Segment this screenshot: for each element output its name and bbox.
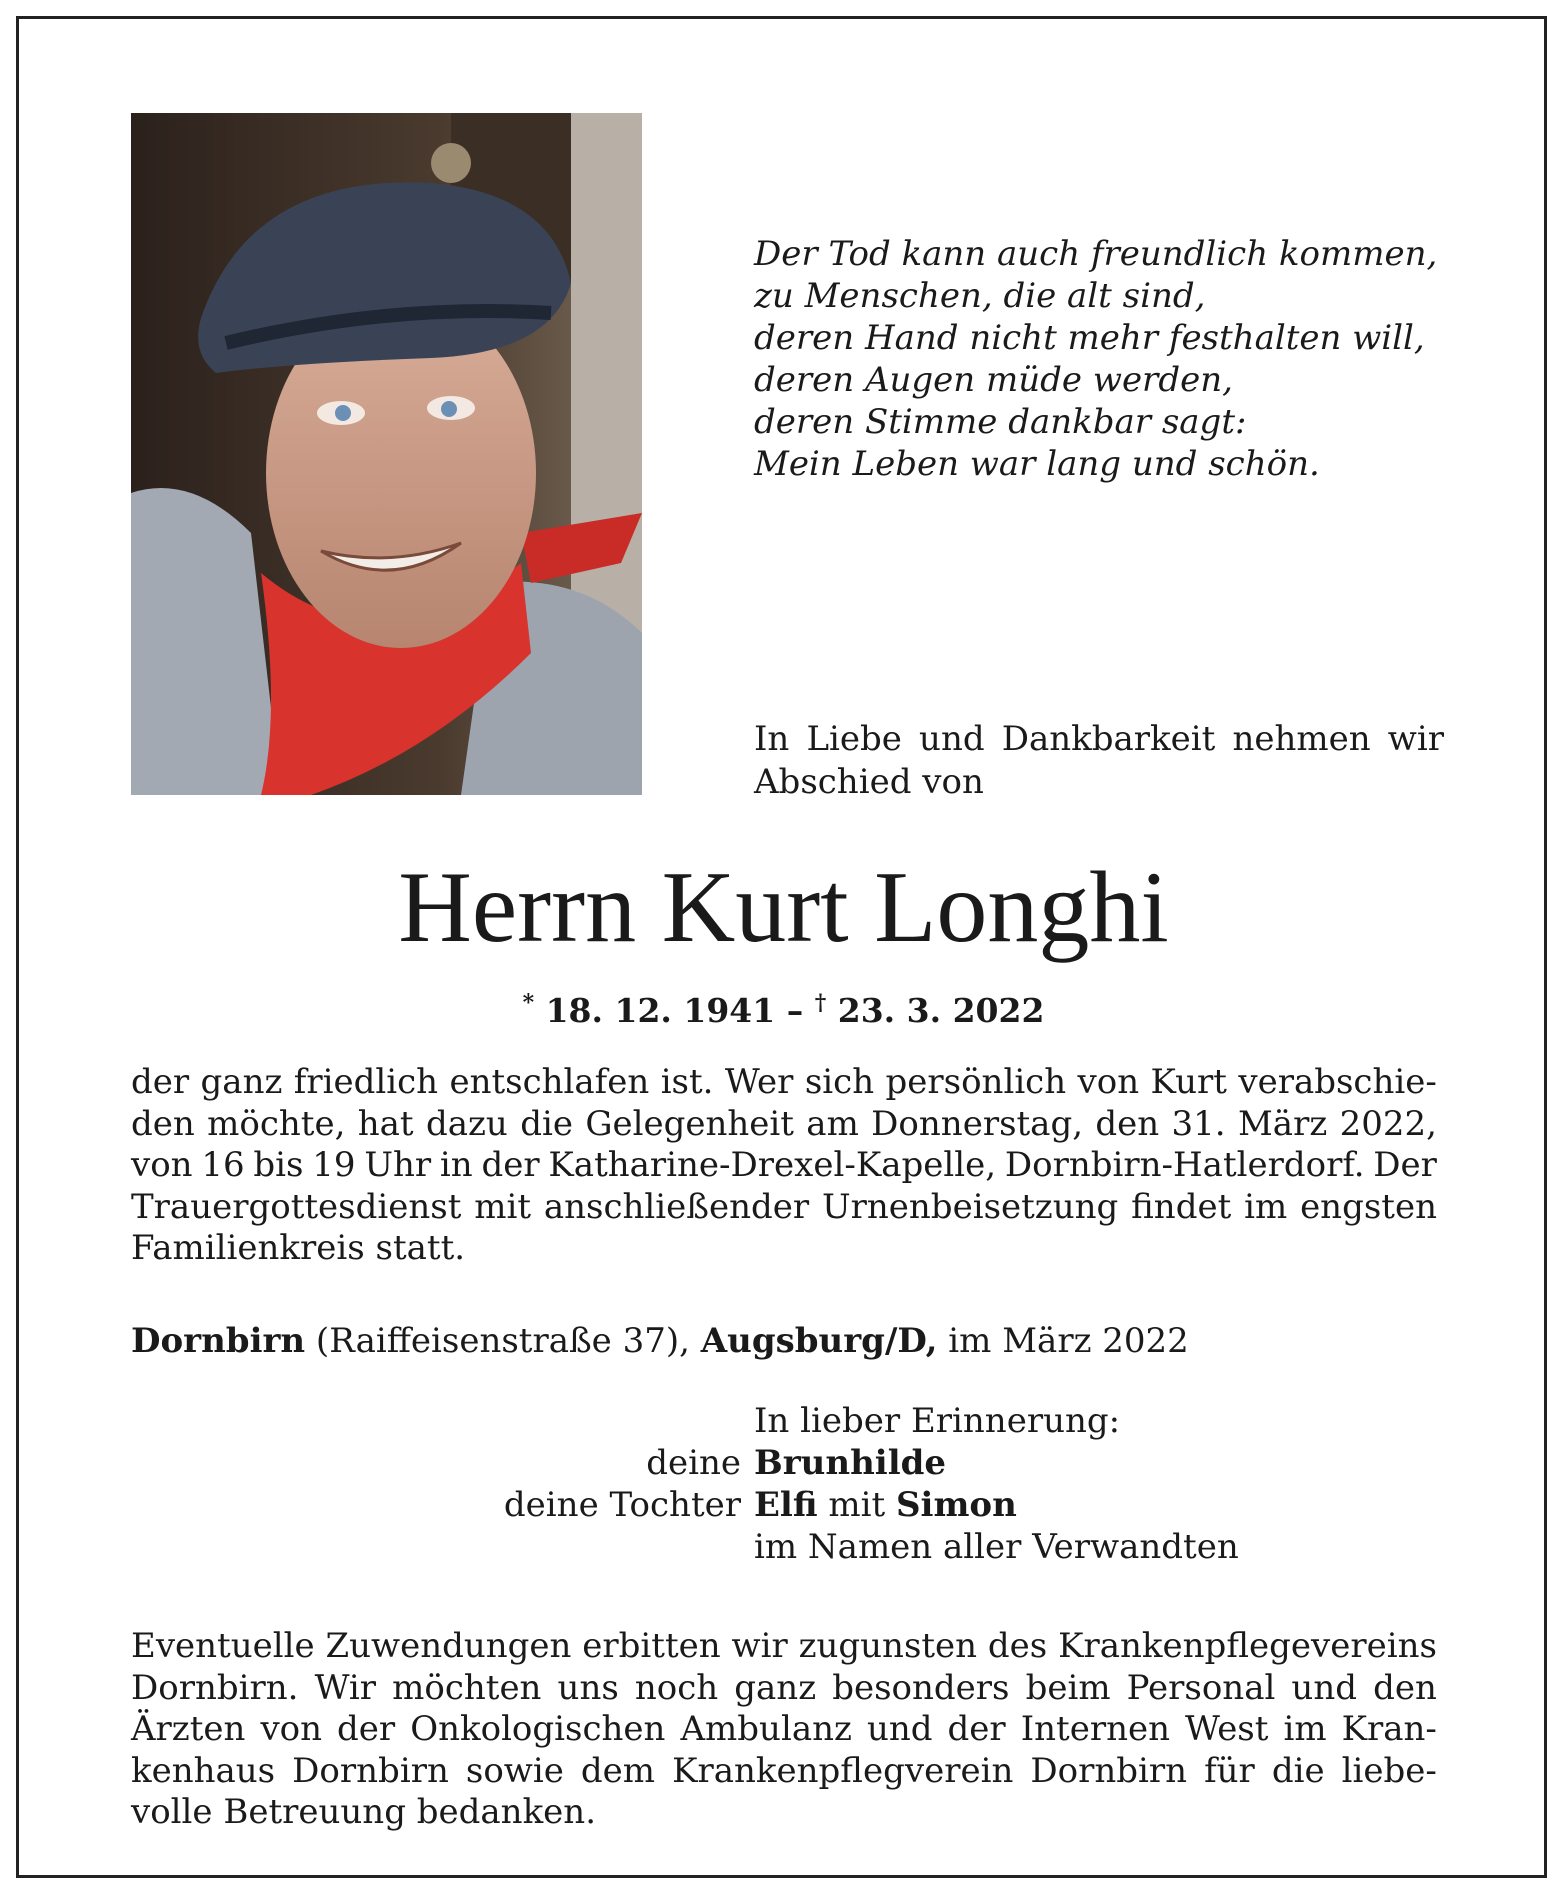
word: Onkologischen	[410, 1709, 666, 1749]
word: 19	[312, 1145, 356, 1185]
word: dazu	[425, 1103, 508, 1144]
name-simon: Simon	[895, 1485, 1017, 1525]
word: Liebe	[806, 719, 902, 759]
body-line	[131, 1145, 1437, 1187]
word: Personal	[1126, 1667, 1276, 1708]
word: verabschie-	[1238, 1062, 1437, 1102]
word: Eventuelle	[131, 1626, 315, 1666]
word: den	[131, 1103, 195, 1144]
word: Kran-	[1341, 1709, 1437, 1749]
intro-line-1	[754, 718, 1444, 761]
word: wir	[731, 1626, 788, 1666]
word: März	[1237, 1103, 1328, 1144]
birth-date: 18. 12. 1941	[545, 991, 776, 1030]
word: sowie	[465, 1750, 564, 1791]
portrait-photo	[131, 113, 642, 795]
word: beim	[1025, 1667, 1111, 1708]
poem-line: deren Augen müde werden,	[754, 360, 1233, 400]
word: Der	[1373, 1145, 1437, 1185]
word: Ambulanz	[680, 1709, 852, 1749]
word: ganz	[200, 1062, 283, 1102]
word: 16	[201, 1145, 245, 1185]
city-augsburg: Augsburg/D,	[700, 1321, 938, 1361]
name-brunhilde: Brunhilde	[754, 1443, 947, 1483]
word: in	[439, 1145, 473, 1185]
notice-date: im März 2022	[937, 1321, 1189, 1361]
word: entschlafen	[449, 1062, 650, 1102]
word: 31.	[1171, 1103, 1226, 1144]
word: von	[1077, 1062, 1140, 1102]
name-elfi: Elfi	[754, 1485, 818, 1525]
word: für	[1204, 1750, 1255, 1791]
word: der	[131, 1062, 190, 1102]
word: findet	[1131, 1186, 1232, 1227]
word: Wir	[314, 1667, 377, 1708]
footer-line	[131, 1626, 1437, 1668]
word: im	[1244, 1186, 1288, 1227]
word: des	[987, 1626, 1048, 1666]
poem-line: Der Tod kann auch freundlich kommen,	[754, 234, 1438, 274]
word: Dornbirn	[1030, 1750, 1188, 1791]
body-paragraph	[131, 1062, 1437, 1270]
footer-line	[131, 1751, 1437, 1793]
place-date-line	[131, 1320, 1189, 1362]
closing-line: im Namen aller Verwandten	[754, 1527, 1239, 1567]
footer-paragraph	[131, 1626, 1437, 1834]
word: den	[1373, 1667, 1437, 1708]
word: bis	[253, 1145, 304, 1185]
word: noch	[634, 1667, 719, 1708]
death-symbol: †	[814, 990, 827, 1016]
word: Donnerstag,	[871, 1103, 1084, 1144]
poem-line: zu Menschen, die alt sind,	[754, 276, 1206, 316]
signatory-1	[754, 1442, 946, 1484]
word: mit	[474, 1186, 531, 1227]
word: Krankenpflegevereins	[1058, 1626, 1437, 1666]
address: (Raiffeisenstraße 37),	[305, 1321, 701, 1361]
word: besonders	[832, 1667, 1010, 1708]
body-line	[131, 1104, 1437, 1146]
word: der	[947, 1709, 1006, 1749]
word: den	[1095, 1103, 1160, 1144]
word: friedlich	[293, 1062, 439, 1102]
word: Internen	[1020, 1709, 1170, 1749]
word: nehmen	[1232, 719, 1371, 759]
date-dash: –	[786, 991, 804, 1030]
word: In	[754, 719, 790, 759]
poem-line: deren Stimme dankbar sagt:	[754, 402, 1247, 442]
word: engsten	[1300, 1186, 1437, 1227]
word: der	[481, 1145, 540, 1185]
connector-mit: mit	[817, 1485, 896, 1525]
word: West	[1185, 1709, 1269, 1749]
word: von	[131, 1145, 193, 1185]
footer-last-line: volle Betreuung bedanken.	[131, 1792, 597, 1832]
word: möchte,	[207, 1103, 346, 1144]
word: Wer	[724, 1062, 794, 1102]
word: von	[260, 1709, 323, 1749]
word: Urnenbeisetzung	[821, 1186, 1119, 1227]
word: die	[1271, 1750, 1325, 1791]
footer-line	[131, 1709, 1437, 1751]
word: Krankenpflegverein	[672, 1750, 1014, 1791]
word: die	[520, 1103, 573, 1144]
word: Dornbirn.	[131, 1667, 299, 1708]
word: Kurt	[1150, 1062, 1227, 1102]
word: möchten	[392, 1667, 542, 1708]
word: Dornbirn	[292, 1750, 449, 1791]
deceased-name: Herrn Kurt Longhi	[398, 851, 1169, 964]
intro-line-2: Abschied von	[754, 762, 984, 802]
word: ist.	[660, 1062, 714, 1102]
word: uns	[557, 1667, 619, 1708]
word: anschließender	[543, 1186, 810, 1227]
word: Zuwendungen	[325, 1626, 572, 1666]
word: Trauergottesdienst	[131, 1186, 462, 1227]
word: liebe-	[1341, 1750, 1437, 1791]
life-dates	[0, 983, 1567, 1031]
word: erbitten	[582, 1626, 721, 1666]
word: Katharine-Drexel-Kapelle,	[548, 1145, 997, 1185]
poem-line: Mein Leben war lang und schön.	[754, 444, 1320, 484]
death-date: 23. 3. 2022	[837, 991, 1045, 1030]
memory-heading: In lieber Erinnerung:	[754, 1401, 1121, 1441]
word: der	[337, 1709, 396, 1749]
body-line	[131, 1062, 1437, 1104]
word: Dornbirn-Hatlerdorf.	[1004, 1145, 1365, 1185]
signatory-2	[754, 1484, 1017, 1526]
word: Dankbarkeit	[1001, 719, 1216, 759]
footer-line	[131, 1668, 1437, 1710]
word: hat	[357, 1103, 414, 1144]
word: und	[866, 1709, 933, 1749]
word: und	[1291, 1667, 1357, 1708]
body-line	[131, 1187, 1437, 1229]
portrait-illustration	[131, 113, 642, 795]
word: ganz	[734, 1667, 817, 1708]
word: und	[919, 719, 985, 759]
word: Ärzten	[131, 1709, 246, 1749]
word: 2022,	[1339, 1103, 1437, 1144]
word: sich	[804, 1062, 875, 1102]
word: im	[1283, 1709, 1327, 1749]
word: wir	[1387, 719, 1444, 759]
word: Gelegenheit	[585, 1103, 794, 1144]
poem	[754, 233, 1494, 485]
body-last-line: Familienkreis statt.	[131, 1228, 466, 1268]
relation-2: deine Tochter	[503, 1485, 741, 1525]
intro-text	[754, 718, 1444, 804]
relation-1: deine	[646, 1443, 741, 1483]
word: am	[806, 1103, 859, 1144]
city-dornbirn: Dornbirn	[131, 1321, 306, 1361]
word: zugunsten	[798, 1626, 978, 1666]
word: dem	[580, 1750, 656, 1791]
birth-symbol: *	[522, 990, 535, 1016]
poem-line: deren Hand nicht mehr festhalten will,	[754, 318, 1425, 358]
word: persönlich	[885, 1062, 1067, 1102]
word: Uhr	[364, 1145, 432, 1185]
word: kenhaus	[131, 1750, 276, 1791]
